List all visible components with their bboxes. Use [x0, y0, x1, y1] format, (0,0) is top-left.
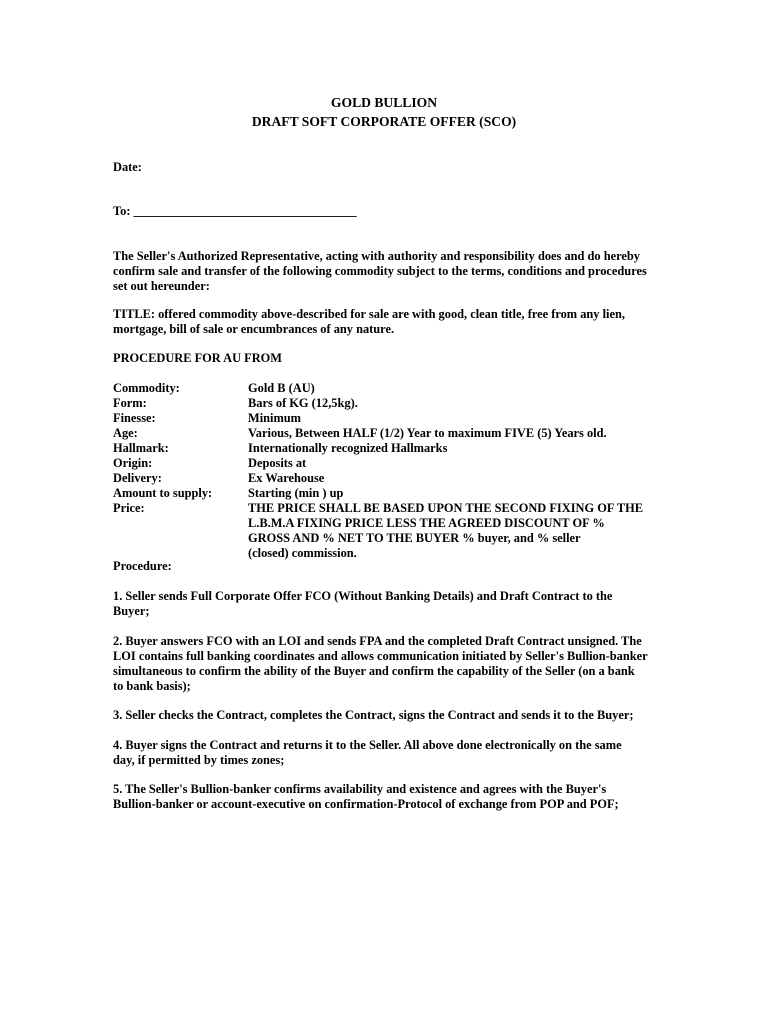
spec-label: Age: [113, 426, 138, 440]
step-line: 4. Buyer signs the Contract and returns it to the Seller. All above done electronically on the same [113, 738, 622, 752]
date-field-label: Date: [113, 160, 142, 174]
spec-row-delivery [113, 471, 673, 486]
spec-value [248, 441, 673, 456]
spec-value-line: Starting (min ) up [248, 486, 344, 500]
spec-value [248, 381, 673, 396]
spec-value-line: Various, Between HALF (1/2) Year to maximum FIVE (5) Years old. [248, 426, 607, 440]
spec-row-origin [113, 456, 673, 471]
spec-value [248, 471, 673, 486]
spec-label: Origin: [113, 456, 153, 470]
spec-row-amount [113, 486, 673, 501]
spec-label: Amount to supply: [113, 486, 213, 500]
intro-line: The Seller's Authorized Representative, acting with authority and responsibility does and do hereby [113, 249, 640, 263]
spec-row-commodity [113, 381, 673, 396]
spec-row-finesse [113, 411, 673, 426]
step-line: Buyer; [113, 604, 150, 618]
spec-row-price [113, 501, 673, 561]
procedure-label: Procedure: [113, 559, 172, 573]
spec-value [248, 486, 673, 501]
spec-value-line: L.B.M.A FIXING PRICE LESS THE AGREED DISCOUNT OF % [248, 516, 605, 530]
procedure-step-2 [113, 634, 658, 694]
to-field-label: To: ____________________________________ [113, 204, 357, 218]
spec-value [248, 501, 673, 561]
spec-value-line: GROSS AND % NET TO THE BUYER % buyer, and % seller [248, 531, 581, 545]
spec-label: Commodity: [113, 381, 180, 395]
title-clause-line: mortgage, bill of sale or encumbrances of any nature. [113, 322, 395, 336]
title-clause-line: TITLE: offered commodity above-described for sale are with good, clean title, free from any lien, [113, 307, 625, 321]
step-line: 2. Buyer answers FCO with an LOI and sends FPA and the completed Draft Contract unsigned. The [113, 634, 642, 648]
procedure-step-4 [113, 738, 658, 768]
spec-value-line: THE PRICE SHALL BE BASED UPON THE SECOND FIXING OF THE [248, 501, 643, 515]
spec-label: Finesse: [113, 411, 156, 425]
spec-value-line: (closed) commission. [248, 546, 357, 560]
spec-row-form [113, 396, 673, 411]
spec-value [248, 396, 673, 411]
spec-value-line: Deposits at [248, 456, 307, 470]
step-line: to bank basis); [113, 679, 191, 693]
procedure-heading: PROCEDURE FOR AU FROM [113, 351, 282, 365]
spec-value-line: Gold B (AU) [248, 381, 315, 395]
procedure-step-1 [113, 589, 658, 619]
commodity-specs [113, 381, 673, 561]
spec-value [248, 426, 673, 441]
step-line: 3. Seller checks the Contract, completes the Contract, signs the Contract and sends it to the Buyer; [113, 708, 634, 722]
intro-paragraph [113, 249, 658, 294]
spec-value-line: Minimum [248, 411, 302, 425]
document-title: GOLD BULLION [330, 95, 438, 110]
title-clause [113, 307, 658, 337]
spec-row-hallmark [113, 441, 673, 456]
spec-value [248, 456, 673, 471]
spec-label: Delivery: [113, 471, 162, 485]
step-line: simultaneous to confirm the ability of the Buyer and confirm the capability of the Seller (on a bank [113, 664, 635, 678]
spec-value-line: Ex Warehouse [248, 471, 325, 485]
step-line: Bullion-banker or account-executive on confirmation-Protocol of exchange from POP and POF; [113, 797, 619, 811]
spec-label: Form: [113, 396, 147, 410]
intro-line: set out hereunder: [113, 279, 210, 293]
spec-label: Price: [113, 501, 145, 515]
step-line: LOI contains full banking coordinates and allows communication initiated by Seller's Bullion-banker [113, 649, 648, 663]
procedure-step-5 [113, 782, 658, 812]
spec-value [248, 411, 673, 426]
step-line: 5. The Seller's Bullion-banker confirms availability and existence and agrees with the Buyer's [113, 782, 607, 796]
spec-value-line: Bars of KG (12,5kg). [248, 396, 358, 410]
document-subtitle: DRAFT SOFT CORPORATE OFFER (SCO) [251, 114, 517, 129]
spec-value-line: Internationally recognized Hallmarks [248, 441, 448, 455]
spec-row-age [113, 426, 673, 441]
step-line: 1. Seller sends Full Corporate Offer FCO (Without Banking Details) and Draft Contract to the [113, 589, 613, 603]
step-line: day, if permitted by times zones; [113, 753, 285, 767]
intro-line: confirm sale and transfer of the following commodity subject to the terms, conditions and procedures [113, 264, 647, 278]
spec-label: Hallmark: [113, 441, 169, 455]
procedure-step-3 [113, 708, 658, 723]
